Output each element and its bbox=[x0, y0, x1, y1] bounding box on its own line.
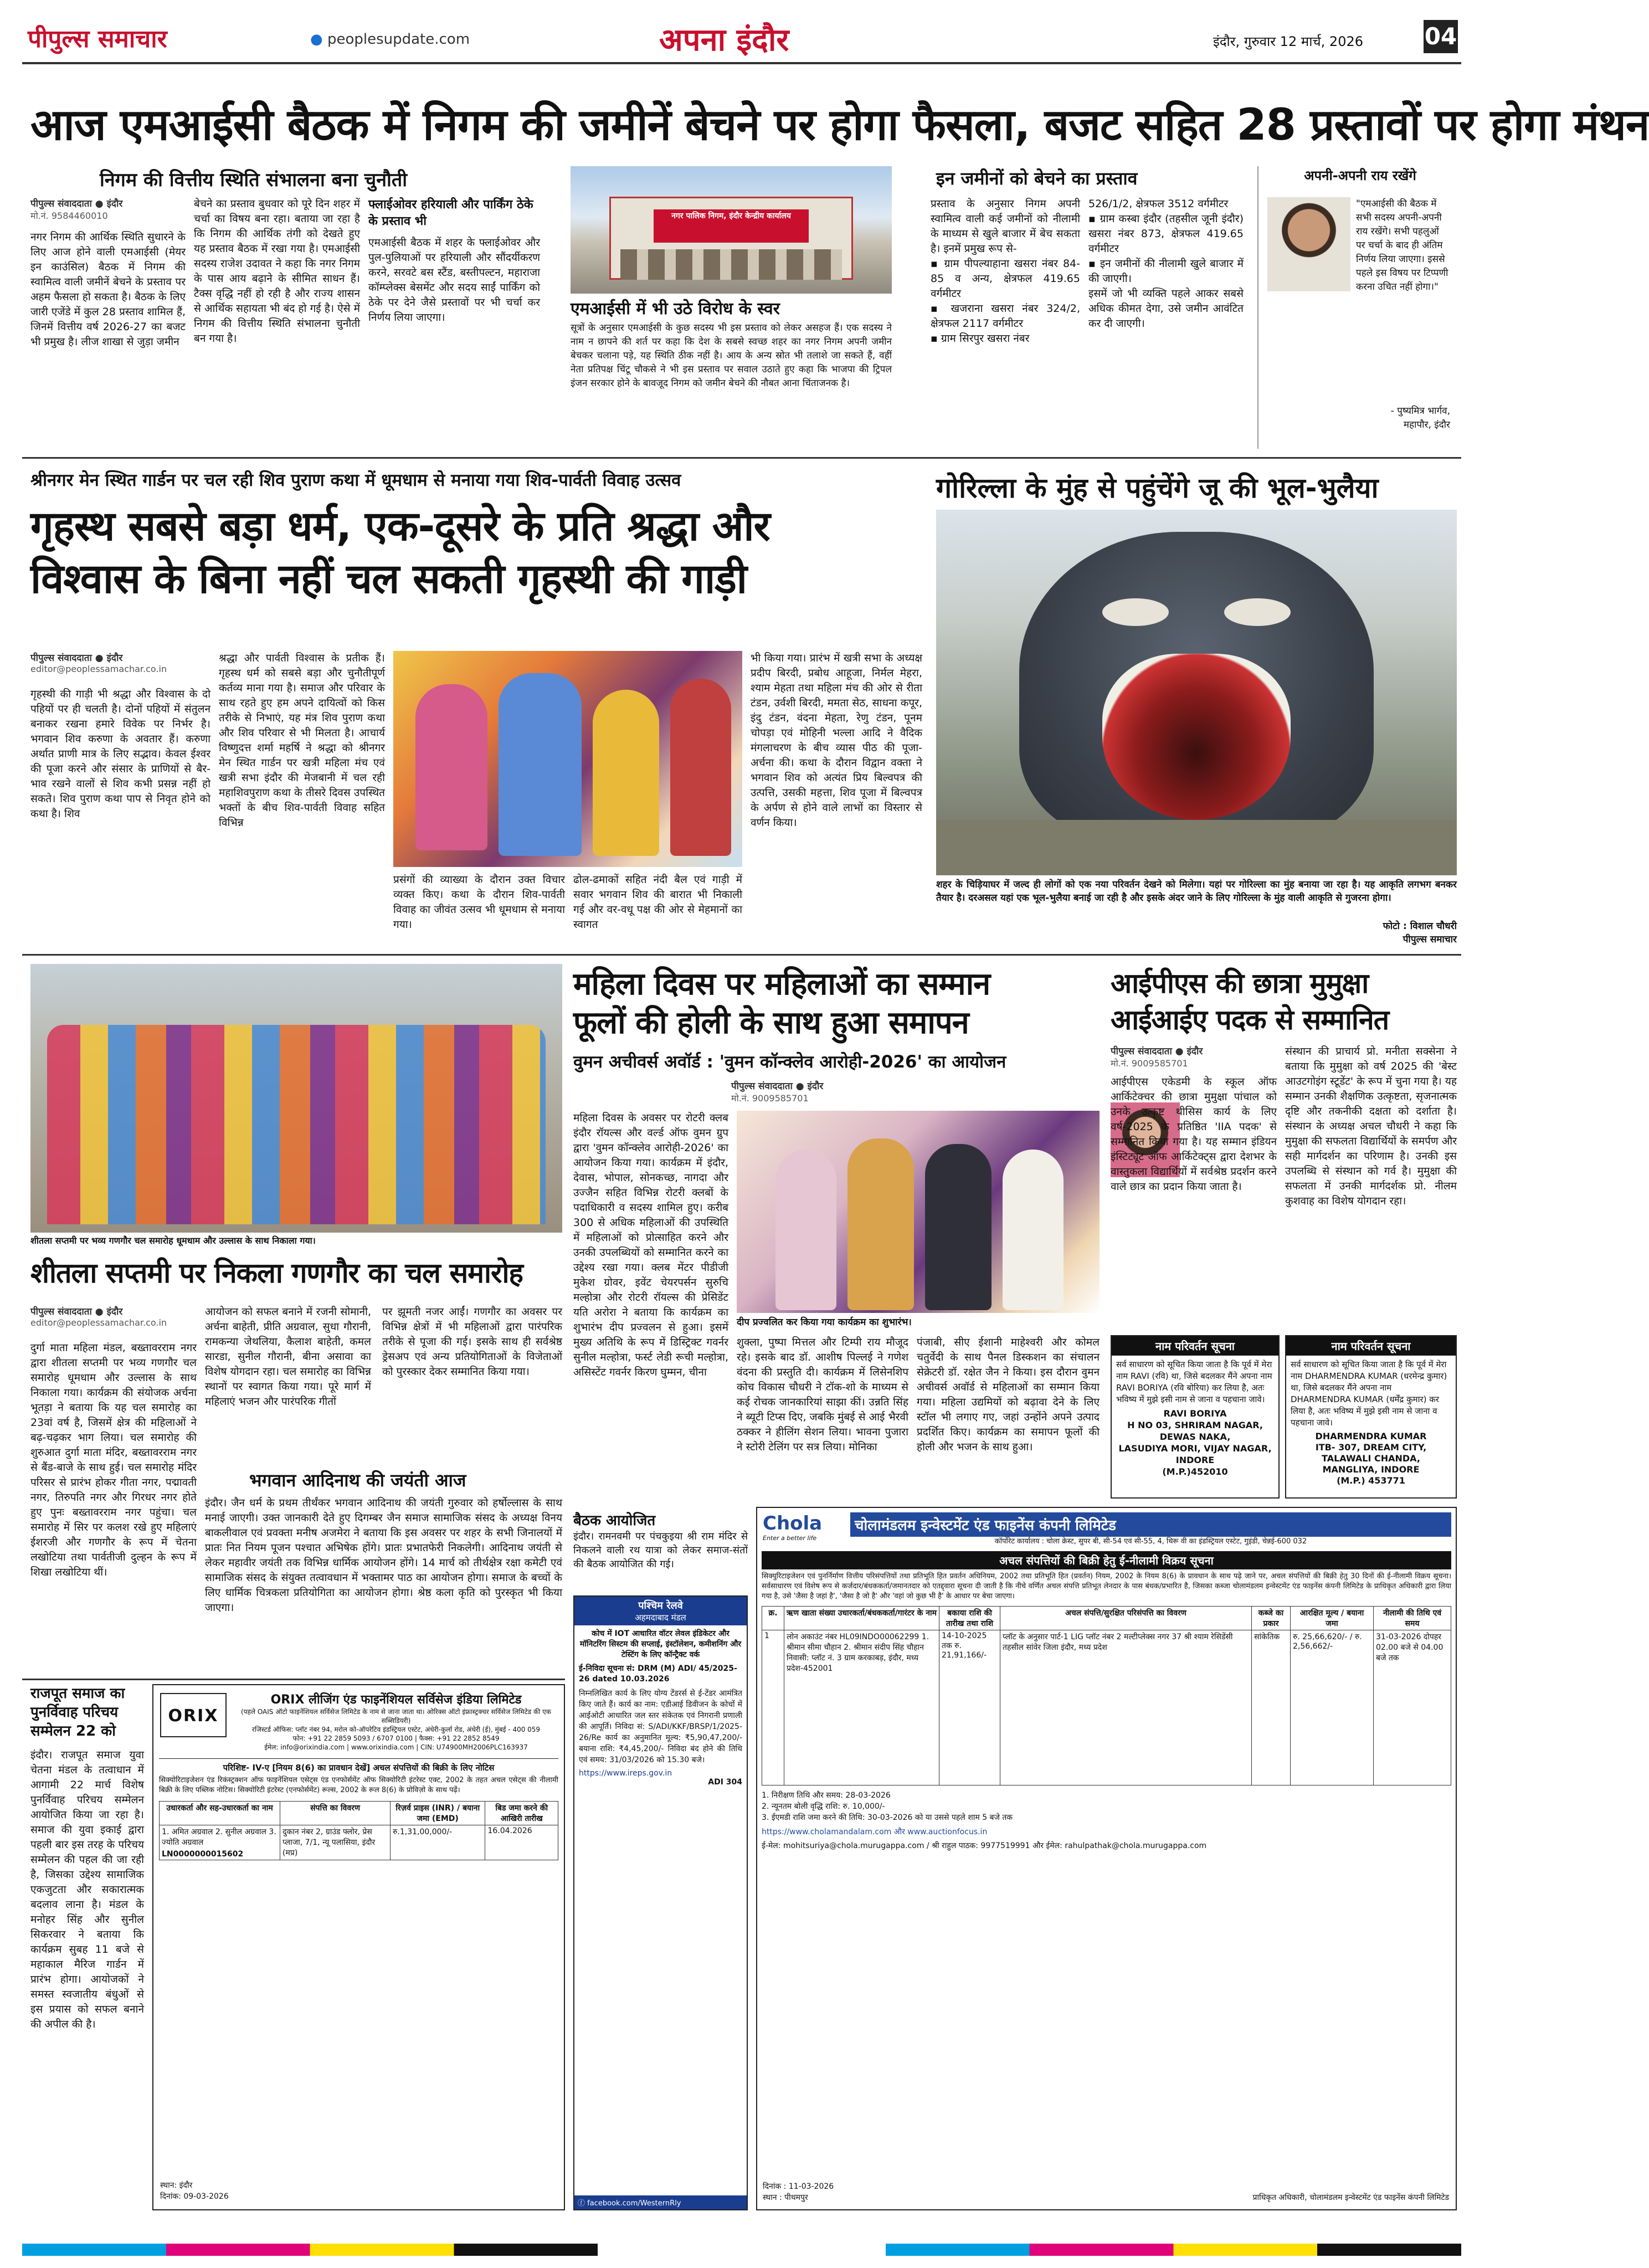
lead-col4: सूत्रों के अनुसार एमआईसी के कुछ सदस्य भी इस प्रस्ताव को लेकर असहज हैं। एक सदस्य ने नाम न छापने की शर्त पर कहा कि देश के सबसे स्वच्छ शहर का नगर निगम अपनी जमीन बेचकर चलाना पड़े, यह स्थिति ठीक नहीं है। आय के अन्य स्रोत भी तलाशे जा सकते हैं, वहीं नेता प्रतिपक्ष चिंटू चौकसे ने भी इस प्रस्ताव पर सवाल उठाते हुए कहा कि भाजपा की ट्रिपल इंजन सरकार होने के बावजूद निगम को जमीन बेचने की नौबत आना चिंताजनक है। bbox=[571, 322, 892, 389]
orix-sub: (पहले OAIS ऑटो फाइनेंशियल सर्विसेज लिमिटेड के नाम से जाना जाता था। ओरिक्स ऑटो इंफ्रास्ट्रक्चर सर्विसेज लिमिटेड की एक सब्सिडियरी) bbox=[241, 1708, 551, 1725]
notice-address: H NO 03, SHRIRAM NAGAR, DEWAS NAKA, bbox=[1127, 1420, 1263, 1442]
land-item-cont: 526/1/2, क्षेत्रफल 3512 वर्गमीटर bbox=[1088, 198, 1229, 210]
registration-bar bbox=[22, 2244, 1461, 2256]
table-header: आरक्षित मूल्य / बयाना जमा bbox=[1291, 1607, 1374, 1630]
notice-address: ITB- 307, DREAM CITY, bbox=[1315, 1442, 1427, 1453]
notice-address: (M.P.) 453771 bbox=[1337, 1475, 1405, 1486]
women-photo-caption: दीप प्रज्वलित कर किया गया कार्यक्रम का शुभारंभ। bbox=[737, 1317, 912, 1328]
website-link[interactable]: ● peoplesupdate.com bbox=[310, 31, 470, 48]
chola-notice-text: सिक्युरिटाइजेशन एवं पुनर्निर्माण वित्तीय परिसंपत्तियों तथा प्रतिभूति हित प्रवर्तन अधिनियम, 2002 तथा प्रतिभूति हित (प्रवर्तन) नियम, 2002 के नियम 8(6) के प्रावधान के साथ पढ़े जाने पर, अचल संपत्तियों की बिक्री हेतु 30 दिनों की ई-नीलामी विक्रय सूचना। सर्वसाधारण एवं विशेष रूप से कर्जदार/बंधककर्ता/जमानतदार को एतद्द्वारा सूचना दी जाती है कि नीचे वर्णित अचल संपत्ति प्रतिभूत लेनदार के पास बंधक/प्रभारित है, जिसका कब्जा चोलामंडलम इन्वेस्टमेंट एंड फाइनेंस कंपनी लिमिटेड के प्राधिकृत अधिकारी द्वारा लिया गया है, उसे 'जैसा है जहां है', 'जैसा है जो है' और 'वहां जो कुछ भी है' के आधार पर बेचा जाएगा। bbox=[762, 1572, 1451, 1600]
shiv-kicker: श्रीनगर मेन स्थित गार्डन पर चल रही शिव पुराण कथा में धूमधाम से मनाया गया शिव-पार्वती विवाह उत्सव bbox=[30, 470, 681, 490]
byline-email: editor@peoplessamachar.co.in bbox=[30, 664, 167, 674]
railway-sub: अहमदाबाद मंडल bbox=[635, 1613, 686, 1623]
table-header: उधारकर्ता और सह-उधारकर्ता का नाम bbox=[160, 1802, 280, 1825]
notice-address: (M.P.)452010 bbox=[1162, 1466, 1228, 1477]
land-item: ▪ इन जमीनों की नीलामी खुले बाजार में की जाएगी। bbox=[1088, 258, 1244, 285]
divider bbox=[22, 1679, 565, 1680]
chola-office: कॉर्पोरेट कार्यालय : चोला क्रेस्ट, सुपर बी, सी-54 एवं सी-55, 4, थिरू वी का इंडस्ट्रियल एस्टेट, गुइंडी, चेन्नई-600 032 bbox=[994, 1537, 1307, 1546]
baithak-headline: बैठक आयोजित bbox=[573, 1512, 656, 1529]
notice-text: सर्व साधारण को सूचित किया जाता है कि पूर्व में मेरा नाम RAVI (रवि) था, जिसे बदलकर मैंने अपना नाम RAVI BORIYA (रवि बोरिया) कर लिया है, अतः भविष्य में मुझे इसी नाम से जाना व पहचाना जावे। bbox=[1116, 1359, 1272, 1404]
chola-auction-ad bbox=[756, 1507, 1457, 2210]
notice-address: MANGLIYA, INDORE bbox=[1322, 1464, 1420, 1475]
chola-title: चोलामंडलम इन्वेस्टमेंट एंड फाइनेंस कंपनी लिमिटेड bbox=[850, 1512, 1451, 1537]
paper-logo[interactable]: पीपुल्स समाचार bbox=[28, 25, 167, 53]
baithak-block bbox=[573, 1510, 748, 1593]
land-item: ▪ ग्राम कस्बा इंदौर (तहसील जूनी इंदौर) खसरा नंबर 873, क्षेत्रफल 419.65 वर्गमीटर bbox=[1088, 213, 1244, 255]
ips-col1: आईपीएस एकेडमी के स्कूल ऑफ आर्किटेक्चर की छात्रा मुमुक्षा पांचाल को उनके उत्कृष्ट थीसिस कार्य के लिए वर्ष-2025 के प्रतिष्ठित 'IIA पदक' से सम्मानित किया गया है। यह सम्मान इंडियन इंस्टिट्यूट ऑफ आर्किटेक्ट्स द्वारा देशभर के वास्तुकला विद्यार्थियों में सर्वश्रेष्ठ प्रदर्शन करने वाले छात्र का प्रदान किया जाता है। bbox=[1111, 1076, 1277, 1193]
opinion-role: महापौर, इंदौर bbox=[1403, 419, 1450, 430]
gorilla-caption: शहर के चिड़ियाघर में जल्द ही लोगों को एक नया परिवर्तन देखने को मिलेगा। यहां पर गोरिल्ला का मुंह बनाया जा रहा है। यह आकृति लगभग बनकर तैयार है। दरअसल यहां एक भूल-भुलैया बनाई जा रही है और इसके अंदर जाने के लिए गोरिल्ला के मुंह वाली आकृति से गुजरना होगा। bbox=[936, 879, 1457, 904]
municipal-building-photo bbox=[571, 166, 892, 294]
opinion-name: - पुष्यमित्र भार्गव, bbox=[1390, 406, 1450, 417]
women-byline bbox=[731, 1079, 897, 1104]
lead-sub-finance: निगम की वित्तीय स्थिति संभालना बना चुनौती bbox=[100, 169, 408, 191]
byline: पीपुल्स संवाददाता ● इंदौर bbox=[731, 1081, 824, 1092]
byline: पीपुल्स संवाददाता ● इंदौर bbox=[30, 1306, 123, 1317]
ips-col2: संस्थान की प्राचार्य प्रो. मनीता सक्सेना ने बताया कि मुमुक्षा को वर्ष 2025 की 'बेस्ट आउटगोइंग स्टूडेंट' के रूप में चुना गया है। यह सम्मान उनकी शैक्षणिक उत्कृष्टता, सृजनात्मक दृष्टि और तकनीकी दक्षता को दर्शाता है। संस्थान के अध्यक्ष अचल चौधरी ने कहा कि मुमुक्षा की सफलता विद्यार्थियों के समर्पण और सही मार्गदर्शन का परिणाम है। उनकी इस उपलब्धि से संस्थान को गर्व है। मुमुक्षा की सफलता में उनकी मार्गदर्शक प्रो. नीलम कुशवाह का विशेष योगदान रहा। bbox=[1285, 1045, 1457, 1207]
notice-text: सर्व साधारण को सूचित किया जाता है कि पूर्व में मेरा नाम DHARMENDRA KUMAR (धरमेन्द्र कुमार) था, जिसे बदलकर मैंने अपना नाम DHARMENDRA KUMAR (धर्मेंद्र कुमार) कर लिया है, अतः भविष्य में मुझे इसी नाम से जाना व पहचाना जावे। bbox=[1291, 1359, 1447, 1428]
notice-name: DHARMENDRA KUMAR bbox=[1315, 1431, 1427, 1441]
table-cell: 31-03-2026 दोपहर 02.00 बजे से 04.00 बजे तक bbox=[1374, 1630, 1451, 1785]
divider bbox=[22, 457, 1461, 459]
chola-date: दिनांक : 11-03-2026 bbox=[763, 2182, 834, 2191]
land-item: ▪ खजराना खसरा नंबर 324/2, क्षेत्रफल 2117 वर्गमीटर bbox=[931, 302, 1080, 330]
land-intro: प्रस्ताव के अनुसार निगम अपनी स्वामित्व वाली कई जमीनों को नीलामी के माध्यम से खुले बाजार में बेच सकता है। इनमें प्रमुख रूप से- bbox=[931, 198, 1080, 255]
orix-contact: फोन: +91 22 2859 5093 / 6707 0100 | फैक्स: +91 22 2852 8549 bbox=[292, 1735, 500, 1742]
table-header: बिड जमा करने की आखिरी तारीख bbox=[485, 1802, 558, 1825]
table-cell: 1. अमित अग्रवाल 2. सुनील अग्रवाल 3. ज्योति अग्रवाल LN0000000015602 bbox=[160, 1825, 280, 1860]
railway-website[interactable]: https://www.ireps.gov.in bbox=[579, 1769, 672, 1778]
lead-sub-flyover: फ्लाईओवर हरियाली और पार्किंग ठेके के प्रस्ताव भी bbox=[368, 198, 533, 228]
shiv-col2: श्रद्धा और पार्वती विश्वास के प्रतीक हैं। गृहस्थ धर्म को सबसे बड़ा और चुनौतीपूर्ण कर्तव्य माना गया है। समाज और परिवार के साथ रहते हुए हम अपने दायित्वों को किस तरीके से निभाएं, यह मंत्र शिव पुराण कथा और शिव परिवार से भी मिलता है। आचार्य विष्णुदत्त शर्मा महर्षि ने श्रद्धा को श्रीनगर मेन स्थित गार्डन पर खत्री महिला मंच एवं खत्री सभा इंदौर की मेजबानी में चल रही महाशिवपुराण कथा के तीसरे दिवस उपस्थित भक्तों के बीच शिव-पार्वती विवाह सहित विभिन्न bbox=[219, 652, 385, 829]
women-col2: शुक्ला, पुष्पा मित्तल और टिम्पी राय मौजूद रहे। इसके बाद डॉ. आशीष पिल्लई ने गणेश वंदना की प्रस्तुति दी। कार्यक्रम में लिसेनशिप कोच विकास चौधरी ने टॉक-शो के माध्यम से कई रोचक जानकारियां साझा कीं। उन्नति सिंह ने ब्यूटी टिप्स दिए, जबकि मुंबई से आई भैरवी ठक्कर ने हीलिंग सेशन लिया। भावना पुजारा ने स्टोरी टेलिंग पर सत्र लिया। मोनिका bbox=[737, 1336, 908, 1453]
shiv-col4: भी किया गया। प्रारंभ में खत्री सभा के अध्यक्ष प्रदीप बिरदी, प्रबोध आहूजा, निर्मल मेहरा, श्याम मेहता तथा महिला मंच की ओर से रीता टंडन, उर्वशी बिरदी, ममता सेठ, साधना कपूर, इंदु टंडन, वंदना मेहता, रेणु टंडन, पूनम चोपड़ा एवं मोहिनी भल्ला आदि ने वैदिक मंगलाचरण के बीच व्यास पीठ की पूजा-अर्चना की। कथा के दौरान विद्वान वक्ता ने भगवान शिव को अत्यंत प्रिय बिल्वपत्र की उत्पत्ति, उसकी महत्ता, शिव पूजा में बिल्वपत्र के अर्पण से होने वाले लाभों का विस्तार से वर्णन किया। bbox=[751, 652, 922, 829]
building-sign: नगर पालिक निगम, इंदौर केन्द्रीय कार्यालय bbox=[671, 212, 791, 220]
women-sub: वुमन अचीवर्स अवॉर्ड : 'वुमन कॉन्क्लेव आरोही-2026' का आयोजन bbox=[573, 1052, 1006, 1072]
byline-phone: मो.नं. 9009585701 bbox=[731, 1093, 809, 1104]
railway-notice: कोच में IOT आधारित वॉटर लेवल इंडिकेटर और मॉनिटरिंग सिस्टम की सप्लाई, इंस्टॉलेशन, कमीशनिंग और टेस्टिंग के लिए कॉन्ट्रैक्ट वर्क bbox=[579, 1629, 742, 1659]
masthead-rule bbox=[22, 62, 1461, 64]
chola-date-item: 2. न्यूनतम बोली वृद्धि राशि: रु. 10,000/- bbox=[762, 1802, 885, 1811]
opinion-box bbox=[1257, 166, 1454, 449]
chola-place: स्थान : पीथमपुर bbox=[763, 2193, 808, 2202]
table-row bbox=[762, 1630, 1451, 1785]
shiv-headline-2: विश्वास के बिना नहीं चल सकती गृहस्थी की गाड़ी bbox=[30, 555, 747, 603]
notice-title: नाम परिवर्तन सूचना bbox=[1286, 1336, 1456, 1356]
table-cell: सांकेतिक bbox=[1252, 1630, 1291, 1785]
table-header: अचल संपत्ति/सुरक्षित परिसंपत्ति का विवरण bbox=[1000, 1607, 1252, 1630]
land-outro: इसमें जो भी व्यक्ति पहले आकर सबसे अधिक कीमत देगा, उसे जमीन आवंटित कर दी जाएगी। bbox=[1088, 288, 1244, 330]
lead-sub-land: इन जमीनों को बेचने का प्रस्ताव bbox=[936, 168, 1138, 189]
railway-tender-ad bbox=[573, 1595, 748, 2210]
women-headline-2: फूलों की होली के साथ हुआ समापन bbox=[573, 1005, 969, 1041]
byline-phone: मो.नं. 9009585701 bbox=[1111, 1058, 1188, 1069]
notice-address: TALAWALI CHANDA, bbox=[1322, 1453, 1420, 1464]
railway-text: निम्नलिखित कार्य के लिए योग्य टेंडरर्स से ई-टेंडर आमंत्रित किए जाते हैं। कार्य का नाम: एडीआई डिवीजन के कोचों में आईओटी आधारित जल स्तर संकेतक एवं निगरानी प्रणाली की आपूर्ति। निविदा सं: S/ADI/KKF/BRSP/1/2025-26/Re कार्य का अनुमानित मूल्य: ₹5,90,47,200/- बयाना राशि: ₹4,45,200/- निविदा बंद होने की तिथि एवं समय: 31/03/2026 को 15.30 बजे। bbox=[579, 1689, 742, 1764]
chola-date-item: 3. ईएमडी राशि जमा करने की तिथि: 30-03-2026 को या उससे पहले शाम 5 बजे तक bbox=[762, 1813, 1013, 1822]
orix-auction-ad bbox=[152, 1684, 565, 2210]
rajput-text: इंदौर। राजपूत समाज युवा चेतना मंडल के तत्वाधान में आगामी 22 मार्च विशेष पुनर्विवाह परिचय सम्मेलन आयोजित किया जा रहा है। समाज की युवा इकाई द्वारा पहली बार इस तरह के परिचय सम्मेलन की पहल की जा रही है, जिसका उद्देश्य सामाजिक एकजुटता और सकारात्मक बदलाव लाना है। मंडल के मनोहर सिंह और सुनील सिकरवार ने बताया कि कार्यक्रम सुबह 11 बजे से महाकाल मैरिज गार्डन में प्रारंभ होगा। आयोजकों ने समस्त स्वजातीय बंधुओं से इस प्रयास को सफल बनाने की अपील की है। bbox=[30, 1749, 144, 2030]
gangaur-photo-caption: शीतला सप्तमी पर भव्य गणगौर चल समारोह धूमधाम और उल्लास के साथ निकाला गया। bbox=[30, 1235, 316, 1246]
chola-logo: Chola Enter a better life bbox=[763, 1512, 823, 1542]
chola-contact: ई-मेल: mohitsuriya@chola.murugappa.com / श्री राहुल पाठक: 9977519991 और ईमेल: rahulpathak@chola.murugappa.com bbox=[762, 1841, 1207, 1850]
women-headline-1: महिला दिवस पर महिलाओं का सम्मान bbox=[573, 966, 990, 1002]
section-title: अपना इंदौर bbox=[659, 22, 789, 58]
railway-title: पश्चिम रेलवे bbox=[638, 1600, 683, 1612]
orix-office: रजिस्टर्ड ऑफिस: प्लॉट नंबर 94, मरोल को-ऑपरेटिव इंडस्ट्रियल एस्टेट, अंधेरी-कुर्ला रोड, अंधेरी (ई), मुंबई - 400 059 bbox=[251, 1726, 541, 1733]
railway-social[interactable]: ⓕ facebook.com/WesternRly bbox=[574, 2195, 747, 2209]
opinion-quote: "एमआईसी की बैठक में सभी सदस्य अपनी-अपनी राय रखेंगे। सभी पहलुओं पर चर्चा के बाद ही अंतिम निर्णय लिया जाएगा। इससे पहले इस विषय पर टिप्पणी करना उचित नहीं होगा।" bbox=[1356, 198, 1448, 293]
dateline: इंदौर, गुरुवार 12 मार्च, 2026 bbox=[1213, 34, 1363, 49]
railway-code: ADI 304 bbox=[708, 1778, 742, 1787]
byline-email: editor@peoplessamachar.co.in bbox=[30, 1317, 167, 1328]
shiv-katha-photo bbox=[393, 651, 742, 867]
table-cell: 16.04.2026 bbox=[485, 1825, 558, 1860]
table-cell: रु.1,31,00,000/- bbox=[391, 1825, 485, 1860]
table-cell: 14-10-2025 तक रु. 21,91,166/- bbox=[939, 1630, 1000, 1785]
notice-name: RAVI BORIYA bbox=[1163, 1408, 1227, 1419]
rajput-headline: राजपूत समाज का पुनर्विवाह परिचय सम्मेलन 22 को bbox=[30, 1685, 125, 1740]
ips-headline-1: आईपीएस की छात्रा मुमुक्षा bbox=[1111, 967, 1369, 999]
globe-icon: ● bbox=[310, 31, 327, 48]
shiv-col1: गृहस्थी की गाड़ी भी श्रद्धा और विश्वास के दो पहियों पर ही चलती है। दोनों पहियों में संतुलन बनाकर रखना हमारे विवेक पर निर्भर है। भगवान शिव करुणा के अवतार हैं। करुणा अर्थात प्राणी मात्र के लिए सद्भाव। केवल ईश्वर की पूजा करने और संसार के प्राणियों से बैर-भाव रखने वालों से शिव कभी प्रसन्न नहीं हो सकते। शिव पुराण कथा पाप से निवृत होने को कथा है। शिव bbox=[30, 688, 210, 820]
byline: पीपुल्स संवाददाता ● इंदौर bbox=[30, 653, 123, 664]
gangaur-headline: शीतला सप्तमी पर निकला गणगौर का चल समारोह bbox=[30, 1257, 523, 1289]
chola-notice-title: अचल संपत्तियों की बिक्री हेतु ई-नीलामी विक्रय सूचना bbox=[762, 1551, 1451, 1569]
gorilla-headline: गोरिल्ला के मुंह से पहुंचेंगे जू की भूल-भुलैया bbox=[936, 472, 1379, 504]
land-item: ▪ ग्राम पीपल्याहाना खसरा नंबर 84-85 व अन्य, क्षेत्रफल 419.65 वर्गमीटर bbox=[931, 258, 1080, 300]
page-number: 04 bbox=[1424, 20, 1458, 53]
ips-byline bbox=[1111, 1044, 1277, 1069]
shiv-headline-1: गृहस्थ सबसे बड़ा धर्म, एक-दूसरे के प्रति श्रद्धा और bbox=[30, 502, 770, 550]
gangaur-photo bbox=[30, 964, 562, 1233]
table-header: कब्जे का प्रकार bbox=[1252, 1607, 1291, 1630]
shiv-byline bbox=[30, 651, 213, 674]
lead-col6 bbox=[1088, 197, 1244, 331]
chola-website[interactable]: https://www.cholamandalam.com और www.auctionfocus.in bbox=[762, 1828, 988, 1836]
byline: पीपुल्स संवाददाता ● इंदौर bbox=[30, 198, 123, 209]
shiv-col3: ढोल-ढमाकों सहित नंदी बैल एवं गाड़ी में सवार भगवान शिव की बारात भी निकाली गई और वर-वधू पक्ष की ओर से मेहमानों का स्वागत bbox=[573, 874, 742, 931]
chola-table bbox=[762, 1606, 1451, 1785]
orix-place: स्थान: इंदौर bbox=[160, 2181, 193, 2190]
notice-title: नाम परिवर्तन सूचना bbox=[1112, 1336, 1278, 1356]
chola-sign: प्राधिकृत अधिकारी, चोलामंडलम इन्वेस्टमेंट एंड फाइनेंस कंपनी लिमिटेड bbox=[1252, 2193, 1449, 2202]
lead-col5 bbox=[931, 197, 1080, 346]
lead-col2: बेचने का प्रस्ताव बुधवार को पूरे दिन शहर में चर्चा का विषय बना रहा। बताया जा रहा है कि निगम की आर्थिक तंगी को देखते हुए यह प्रस्ताव बैठक में रखा गया है। एमआईसी सदस्य राजेश उदावत ने कहा कि नगर निगम के पास आय बढ़ाने के सीमित साधन हैं। टैक्स वृद्धि नहीं हो रही है और राज्य शासन से आर्थिक सहायता भी बंद हो गई है। ऐसे में निगम की वित्तीय स्थिति संभालना चुनौती बन गया है। bbox=[194, 198, 360, 345]
lead-sub-opposition: एमआईसी में भी उठे विरोध के स्वर bbox=[571, 299, 780, 319]
byline: पीपुल्स संवाददाता ● इंदौर bbox=[1111, 1046, 1203, 1057]
women-col1: महिला दिवस के अवसर पर रोटरी क्लब इंदौर रॉयल्स और वर्ल्ड ऑफ वुमन ग्रुप द्वारा 'वुमन कॉन्क्लेव आरोही-2026' का आयोजन किया गया। कार्यक्रम में इंदौर, देवास, भोपाल, सोनकच्छ, नागदा और उज्जैन सहित विभिन्न रोटरी क्लबों के पदाधिकारी व सदस्य शामिल हुए। करीब 300 से अधिक महिलाओं की उपस्थिति में महिलाओं को प्रोत्साहित करने और उनकी उपलब्धियों को सम्मानित करने का उद्देश्य रखा गया। क्लब मेंटर पीडीजी मुकेश ग्रोवर, इवेंट चेयरपर्सन सुरुचि मल्होत्रा और रोटरी रॉयल्स की प्रेसिडेंट यति अरोरा ने बताया कि कार्यक्रम का शुभारंभ दीप प्रज्वलन से हुआ। इसमें मुख्य अतिथि के रूप में डिस्ट्रिक्ट गवर्नर सुनील मल्होत्रा, फर्स्ट लेडी रूची मल्होत्रा, असिस्टेंट गवर्नर किरण घुम्मन, चीना bbox=[573, 1112, 728, 1378]
orix-table bbox=[159, 1801, 558, 1860]
table-header: संपत्ति का विवरण bbox=[280, 1802, 391, 1825]
table-cell: प्लॉट के अनुसार पार्ट-1 LIG प्लॉट नंबर 2 मल्टीप्लेक्स नगर 37 श्री श्याम रेसिडेंसी तहसील सांवेर जिला इंदौर, मध्य प्रदेश bbox=[1000, 1630, 1252, 1785]
gorilla-mouth bbox=[1102, 654, 1291, 820]
table-header: बकाया राशि की तारीख तथा राशि bbox=[939, 1607, 1000, 1630]
divider bbox=[22, 954, 1461, 956]
name-change-notice bbox=[1285, 1335, 1457, 1499]
gangaur-col3: पर झूमती नजर आईं। गणगौर का अवसर पर विभिन्न क्षेत्रों में भी महिलाओं द्वारा पारंपरिक तरीके से पूजा की गई। इसके साथ ही सर्वश्रेष्ठ ड्रेसअप एवं अन्य प्रतियोगिताओं के विजेताओं को पुरस्कार देकर सम्मानित किया गया। bbox=[382, 1306, 562, 1378]
railway-tender-no: ई-निविदा सूचना सं: DRM (M) ADI/ 45/2025-26 dated 10.03.2026 bbox=[579, 1664, 737, 1684]
baithak-text: इंदौर। रामनवमी पर पंचकुइया श्री राम मंदिर से निकलने वाली रथ यात्रा को लेकर समाज-संतों की बैठक आयोजित की गई। bbox=[573, 1531, 748, 1570]
table-header: रिज़र्व प्राइस (INR) / बयाना जमा (EMD) bbox=[391, 1802, 485, 1825]
notice-address: LASUDIYA MORI, VIJAY NAGAR, INDORE bbox=[1118, 1443, 1272, 1465]
orix-title: ORIX लीजिंग एंड फाइनेंशियल सर्विसेज इंडिया लिमिटेड bbox=[270, 1693, 522, 1707]
chola-date-item: 1. निरीक्षण तिथि और समय: 28-03-2026 bbox=[762, 1791, 891, 1800]
orix-email: ईमेल: info@orixindia.com | www.orixindia.com | CIN: U74900MH2006PLC163937 bbox=[264, 1743, 528, 1751]
opinion-title: अपनी-अपनी राय रखेंगे bbox=[1304, 168, 1416, 183]
facebook-icon: ⓕ bbox=[578, 2199, 588, 2208]
name-change-notice bbox=[1111, 1335, 1280, 1499]
lead-byline bbox=[30, 197, 186, 222]
gangaur-col1: दुर्गा माता महिला मंडल, बख्तावरराम नगर द्वारा शीतला सप्तमी पर भव्य गणगौर चल समारोह धूमधाम और उल्लास के साथ निकाला गया। कार्यक्रम की संयोजक अर्चना भूतड़ा ने बताया कि यह चल समारोह का 23वां वर्ष है, जिसमें क्षेत्र की महिलाओं ने बढ़-चढ़कर भाग लिया। चल समारोह की शुरुआत दुर्गा माता मंदिर, बख्तावरराम नगर से बैंड-बाजे के साथ हुई। चल समारोह मंदिर परिसर से प्रारंभ होकर गीता नगर, पद्मावती नगर, तिरुपति नगर और गिरधर नगर होते हुए पुनः बख्तावरराम नगर पहुंचा। चल समारोह में सिर पर कलश रखे हुए महिलाएं ईशरजी और गणगौर के रूप में चेतना लखोटिया तथा पार्वतीजी दुल्हन के रूप में शिखा लखोटिया थीं। bbox=[30, 1342, 197, 1578]
women-event-photo bbox=[737, 1111, 1100, 1313]
gangaur-byline bbox=[30, 1305, 197, 1328]
table-cell: 1 bbox=[762, 1630, 784, 1785]
table-header: नीलामी की तिथि एवं समय bbox=[1374, 1607, 1451, 1630]
lead-headline: आज एमआईसी बैठक में निगम की जमीनें बेचने पर होगा फैसला, बजट सहित 28 प्रस्तावों पर होगा मंथन bbox=[30, 100, 1649, 150]
orix-logo: ORIX bbox=[160, 1693, 227, 1737]
orix-notice-title: परिशिष्ट- IV-ए [नियम 8(6) का प्रावधान देखें] अचल संपत्तियों की बिक्री के लिए नोटिस bbox=[159, 1758, 558, 1773]
table-cell: रु. 25,66,620/- / रु. 2,56,662/- bbox=[1291, 1630, 1374, 1785]
lead-col1: नगर निगम की आर्थिक स्थिति सुधारने के लिए आज होने वाली एमआईसी (मेयर इन काउंसिल) बैठक में निगम की स्वामित्व वाली जमीनें बेचने के प्रस्ताव पर अहम फैसला हो सकता है। बैठक के लिए जारी एजेंडे में कुल 28 प्रस्ताव शामिल हैं, जिनमें वित्तीय वर्ष 2026-27 का बजट भी प्रमुख है। लीज शाखा से जुड़ा जमीन bbox=[30, 231, 186, 348]
orix-notice-text: सिक्योरिटाइजेशन एंड रिकंस्ट्रक्शन ऑफ फाइनेंशियल एसेट्स एंड एनफोर्समेंट ऑफ सिक्योरिटी इंटरेस्ट एक्ट, 2002 के तहत अचल एसेट्स की नीलामी बिक्री के लिए पब्लिक नोटिस। सिक्योरिटी इंटरेस्ट (एनफोर्समेंट) रूल्स, 2002 के रूल 8(6) के प्रोविज़ो के साथ पढ़ें। bbox=[159, 1776, 558, 1794]
ips-headline-2: आईआईए पदक से सम्मानित bbox=[1111, 1004, 1389, 1036]
aadinath-headline: भगवान आदिनाथ की जयंती आज bbox=[249, 1470, 466, 1491]
table-header: क्र. bbox=[762, 1607, 784, 1630]
shiv-photo-caption: प्रसंगों की व्याख्या के दौरान उक्त विचार व्यक्त किए। कथा के दौरान शिव-पार्वती विवाह का जीवंत उत्सव भी धूमधाम से मनाया गया। bbox=[393, 874, 565, 931]
photo-credit: फोटो : विशाल चौधरी पीपुल्स समाचार bbox=[1383, 921, 1457, 945]
masthead bbox=[22, 17, 1461, 61]
gangaur-col2: आयोजन को सफल बनाने में रजनी सोमानी, अर्चना बाहेती, प्रीति अग्रवाल, सुधा गौरानी, रामकन्या जेथलिया, कैलाश बाहेती, कमल सारडा, सुनील गौरानी, बीना असावा का विशेष योगदान रहा। चल समारोह का विभिन्न स्थानों पर स्वागत किया गया। पूरे मार्ग में महिलाएं भजन और पारंपरिक गीतों bbox=[205, 1306, 371, 1408]
gorilla-photo bbox=[936, 510, 1457, 875]
table-row bbox=[160, 1825, 558, 1860]
table-cell: दुकान नंबर 2, ग्राउंड फ्लोर, प्रेस प्लाजा, 7/1, न्यू पलासिया, इंदौर (मप्र) bbox=[280, 1825, 391, 1860]
lead-col3: एमआईसी बैठक में शहर के फ्लाईओवर और पुल-पुलियाओं पर हरियाली और सौंदर्यीकरण करने, सरवटे बस स्टैंड, बस्तीपल्टन, महाराजा कॉम्प्लेक्स बेसमेंट और सदय साईं पार्किंग को ठेके पर देने जैसे प्रस्तावों पर भी चर्चा कर निर्णय लिया जाएगा। bbox=[368, 237, 540, 324]
women-col3: पंजाबी, सीए ईशानी माहेश्वरी और कोमल चतुर्वेदी के साथ पैनल डिस्कशन का संचालन सेक्रेटरी डॉ. रक्षेत जैन ने किया। इस दौरान वुमन अचीवर्स अवॉर्ड से महिलाओं का सम्मान किया गया। महिला उद्यमियों को बढ़ावा देने के लिए स्टॉल भी लगाए गए, जहां उन्होंने अपने उत्पाद प्रदर्शित किए। कार्यक्रम का समापन फूलों की होली और भजन के साथ हुआ। bbox=[917, 1336, 1100, 1453]
table-cell: लोन अकाउंट नंबर HL09INDO00062299 1. श्रीमान सीमा चौहान 2. श्रीमान संदीप सिंह चौहान निवासी: प्लॉट नं. 3 ग्राम करकाबड़, इंदौर, मध्य प्रदेश-452001 bbox=[784, 1630, 939, 1785]
orix-date: दिनांक: 09-03-2026 bbox=[160, 2192, 229, 2201]
table-header: ऋण खाता संख्या उधारकर्ता/बंधककर्ता/गारंटर के नाम bbox=[784, 1607, 939, 1630]
land-item: ▪ ग्राम सिरपुर खसरा नंबर bbox=[931, 332, 1030, 345]
byline-phone: मो.नं. 9584460010 bbox=[30, 211, 108, 221]
aadinath-text: इंदौर। जैन धर्म के प्रथम तीर्थंकर भगवान आदिनाथ की जयंती गुरुवार को हर्षोल्लास के साथ मनाई जाएगी। उक्त जानकारी देते हुए दिगम्बर जैन समाज सामाजिक संसद के अध्यक्ष विनय बाकलीवाल एवं प्रवक्ता मनीष अजमेरा ने बताया कि इस अवसर पर शहर के सभी जिनालयों में प्रातः नित नियम पूजन पश्चात अभिषेक होंगे। प्रातः प्रभातफेरी निकलेगी। आदिनाथ जयंती से लेकर महावीर जयंती तक विभिन्न धार्मिक आयोजन होंगे। 14 मार्च को तीर्थक्षेत्र रक्षा कमेटी एवं सामाजिक संसद के संयुक्त तत्वावधान में भक्तामर पाठ का आयोजन होगा। समाज के बच्चों के लिए धार्मिक चित्रकला प्रतियोगिता का आयोजन होगा। श्रेष्ठ कला कृति को पुरस्कृत भी किया जाएगा। bbox=[205, 1497, 562, 1614]
